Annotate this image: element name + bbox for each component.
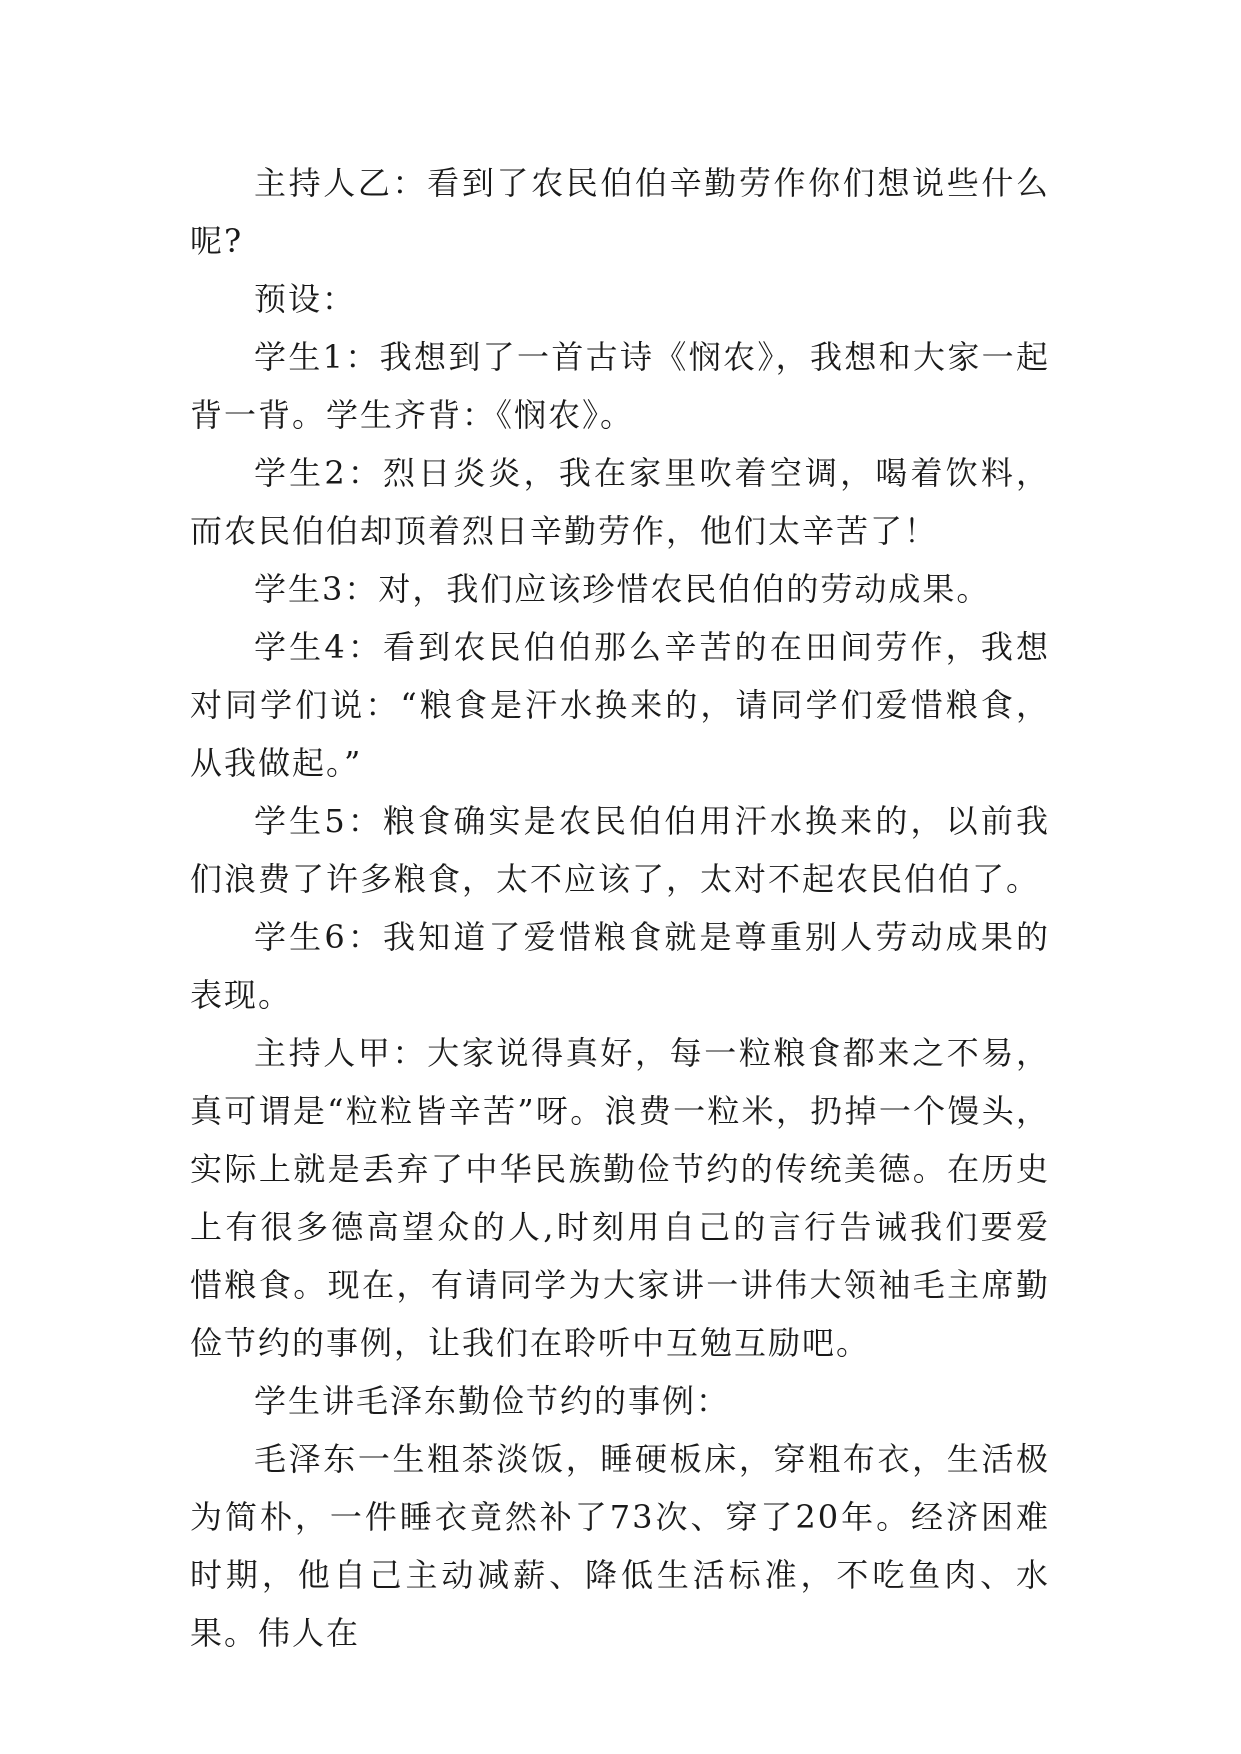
paragraph-mao-story: 毛泽东一生粗茶淡饭，睡硬板床，穿粗布衣，生活极为简朴，一件睡衣竟然补了73次、穿了20年。经济困难时期，他自己主动减薪、降低生活标准，不吃鱼肉、水果。伟人在 xyxy=(190,1440,1050,1652)
paragraph-preset: 预设： xyxy=(254,280,357,318)
paragraph-host-b-question: 主持人乙：看到了农民伯伯辛勤劳作你们想说些什么呢? xyxy=(190,164,1050,260)
paragraph-student-6: 学生6：我知道了爱惜粮食就是尊重别人劳动成果的表现。 xyxy=(190,918,1050,1014)
paragraph-student-3: 学生3：对，我们应该珍惜农民伯伯的劳动成果。 xyxy=(254,570,991,608)
paragraph-host-a: 主持人甲：大家说得真好，每一粒粮食都来之不易，真可谓是“粒粒皆辛苦”呀。浪费一粒米，扔掉一个馒头，实际上就是丢弃了中华民族勤俭节约的传统美德。在历史上有很多德高望众的人,时刻用自己的言行告诫我们要爱惜粮食。现在，有请同学为大家讲一讲伟大领袖毛主席勤俭节约的事例，让我们在聆听中互勉互励吧。 xyxy=(190,1034,1050,1362)
paragraph-student-story-heading: 学生讲毛泽东勤俭节约的事例： xyxy=(254,1382,731,1420)
paragraph-student-4: 学生4：看到农民伯伯那么辛苦的在田间劳作，我想对同学们说：“粮食是汗水换来的，请同学们爱惜粮食，从我做起。” xyxy=(190,628,1050,782)
document-body xyxy=(190,154,1050,1662)
paragraph-student-2: 学生2：烈日炎炎，我在家里吹着空调，喝着饮料，而农民伯伯却顶着烈日辛勤劳作，他们太辛苦了！ xyxy=(190,454,1050,550)
paragraph-student-5: 学生5：粮食确实是农民伯伯用汗水换来的，以前我们浪费了许多粮食，太不应该了，太对不起农民伯伯了。 xyxy=(190,802,1050,898)
paragraph-student-1: 学生1：我想到了一首古诗《悯农》，我想和大家一起背一背。学生齐背：《悯农》。 xyxy=(190,338,1050,434)
